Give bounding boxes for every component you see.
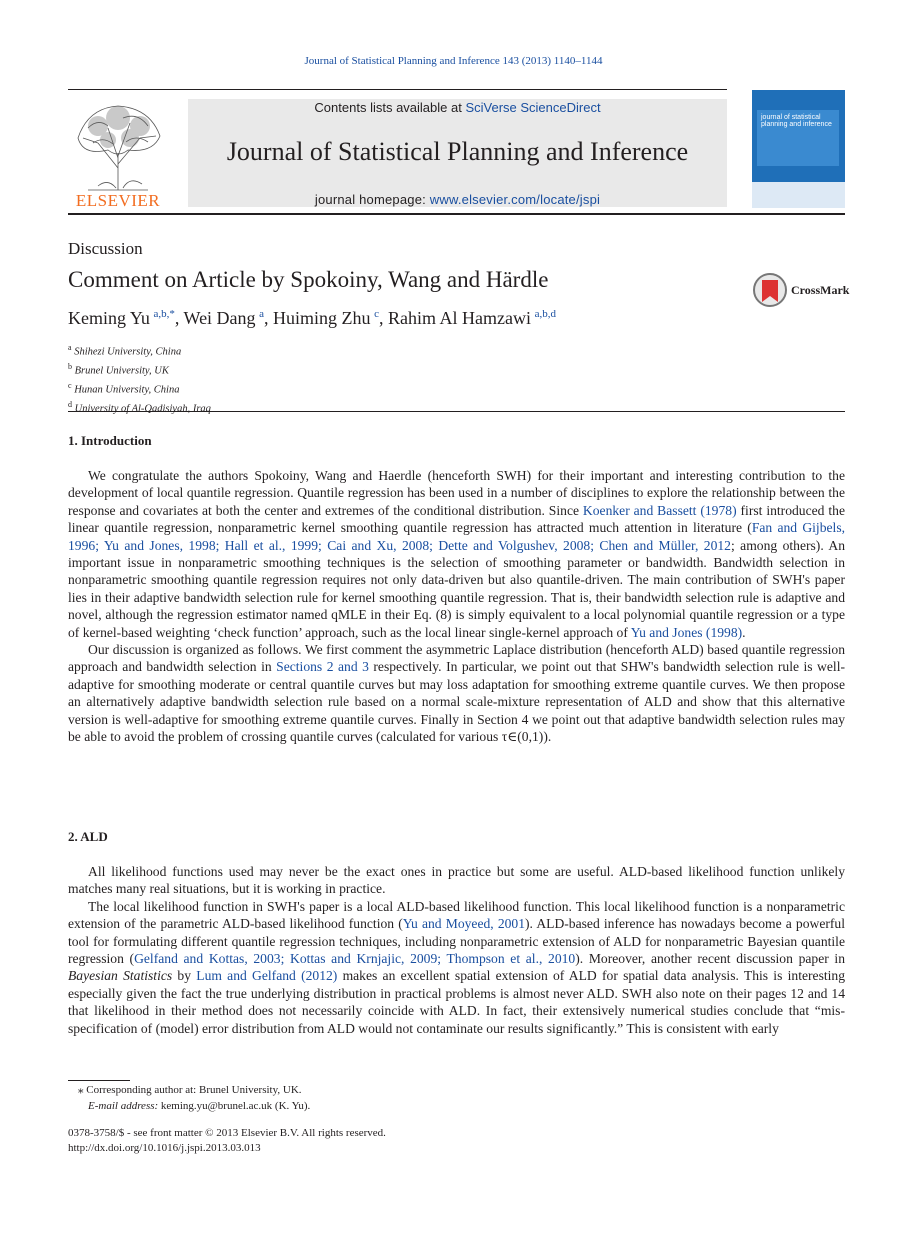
text-run: first introduced the linear quantile regression, nonparametric kernel smoothing quantile regression has attracted much attention in literature ( [68,502,845,536]
affiliation-item [68,379,211,398]
author-name[interactable]: Wei Dang [183,308,256,328]
email-address[interactable]: keming.yu@brunel.ac.uk (K. Yu). [160,1099,311,1112]
text-run: makes an excellent spatial extension of ALD for spatial data analysis. This is interesting especially given the fact the true underlying distribution in practical problems is almost never ALD. SWH also note on their pages 12 and 14 that likelihood in their method does not necessarily coincide with ALD. In fact, their extensively numerical studies conclude that “mis-specification of (model) error distribution from ALD would not contaminate our results significantly.” This is consistent with early [68,968,846,1036]
affiliation-list [68,341,211,417]
journal-reference[interactable]: Journal of Statistical Planning and Inference 143 (2013) 1140–1144 [304,55,603,67]
ald-body [68,863,845,1037]
article-title: Comment on Article by Spokoiny, Wang and Härdle [68,267,549,292]
citation-link[interactable]: Yu and Moyeed, 2001 [402,916,526,932]
corresponding-author-note [68,1083,310,1099]
affiliation-marker: c [68,381,72,390]
homepage-line [188,192,727,207]
section-link[interactable]: Sections 2 and 3 [276,659,369,675]
asterisk-marker: ⁎ [78,1084,84,1096]
affiliation-marker: a [68,343,72,352]
affiliation-text: University of Al-Qadisiyah, Iraq [74,403,211,415]
affiliation-rule [68,411,845,412]
math-expression: τ∈(0,1) [501,729,544,745]
copyright-line: 0378-3758/$ - see front matter © 2013 Elsevier B.V. All rights reserved. [68,1127,386,1139]
crossmark-label[interactable]: CrossMark [791,283,850,297]
email-label: E-mail address: [88,1099,159,1112]
introduction-body [68,467,845,746]
header-rule [68,213,845,215]
cover-title: journal of statistical planning and inference [761,114,832,128]
author-affiliation-ref[interactable]: c [374,308,380,320]
publisher-name: ELSEVIER [75,191,161,210]
corresponding-text: Corresponding author at: Brunel University, UK. [86,1084,302,1096]
paragraph [68,467,845,641]
email-note [68,1099,310,1115]
author-name[interactable]: Huiming Zhu [273,308,371,328]
journal-cover [752,90,845,208]
citation-link[interactable]: Fan and Gijbels, 1996; Yu and Jones, 1998; Hall et al., 1999; Cai and Xu, 2008; Dette and Volgushev, 2008; Chen and Müller, 2012 [68,520,846,553]
text-run: ). Moreover, another recent discussion paper in [575,951,845,967]
affiliation-text: Hunan University, China [74,384,180,396]
author-affiliation-ref[interactable]: a [259,308,265,320]
crossmark-icon [752,272,788,308]
text-run: We congratulate the authors Spokoiny, Wang and Haerdle (henceforth SWH) for their important and interesting contribution to the development of local quantile regression. Quantile regression has been used in a number of disciplines to explore the relationship between the response and covariates at both the center and extremes of the conditional distribution. Since [68,468,845,518]
affiliation-item [68,398,211,417]
journal-title: Journal of Statistical Planning and Inference [226,137,689,166]
affiliation-marker: d [68,400,72,409]
homepage-prefix: journal homepage: [314,192,430,207]
text-run: The local likelihood function in SWH's paper is a local ALD-based likelihood function. This local likelihood function is a nonparametric extension of the parametric ALD-based likelihood function ( [68,898,845,932]
text-run: respectively. In particular, we point out that SHW's bandwidth selection rule is well-adaptive for smoothing moderate or central quantile curves but may loss adaptation for smoothing extreme quantile curves. We then propose an alternatively adaptive bandwidth selection rule based on a normal scale-mixture representation of ALD and show that this alternative version is well-adaptive for smoothing extreme quantile curves. Finally in Section 4 we point out that adaptive bandwidth selection rules may be able to avoid the problem of crossing quantile curves (calculated for various [68,659,845,745]
affiliation-text: Brunel University, UK [74,365,169,377]
affiliation-text: Shihezi University, China [74,346,182,358]
author-name[interactable]: Keming Yu [68,308,150,328]
paragraph: All likelihood functions used may never be the exact ones in practice but some are useful. ALD-based likelihood function unlikely matches many real situations, but it is working in practice. [68,864,845,897]
top-rule [68,89,727,90]
citation-link[interactable]: Koenker and Bassett (1978) [582,502,737,518]
citation-link[interactable]: Gelfand and Kottas, 2003; Kottas and Krnjajic, 2009; Thompson et al., 2010 [134,951,576,967]
page-footer [68,1126,386,1156]
sciencedirect-link[interactable]: SciVerse ScienceDirect [465,100,601,115]
affiliation-item [68,341,211,360]
affiliation-marker: b [68,362,72,371]
paragraph [68,641,845,745]
citation-link[interactable]: Yu and Jones (1998) [630,624,743,640]
author-affiliation-ref[interactable]: a,b,* [153,308,175,320]
citation-link[interactable]: Lum and Gelfand (2012) [196,968,338,984]
text-run: ). ALD-based inference has nowadays become a powerful tool for formulating different quantile regression techniques, including nonparametric extension of ALD for nonparametric Bayesian quantile regression ( [68,916,845,967]
footnote [68,1083,310,1114]
author-list: Keming Yu $^{a,b,*}$, Wei Dang $^a$, Huiming Zhu $^c$, Rahim Al Hamzawi $^{a,b,d}$ [68,308,557,328]
section-heading-ald: 2. ALD [68,829,108,844]
footnote-rule [68,1080,130,1081]
author-affiliation-ref[interactable]: a,b,d [534,308,557,320]
text-run: Our discussion is organized as follows. We first comment the asymmetric Laplace distribution (henceforth ALD) based quantile regression approach and bandwidth selection in [68,642,845,675]
section-heading-introduction: 1. Introduction [68,433,152,448]
text-run: by [172,968,197,984]
article-type: Discussion [68,239,143,258]
contents-line [188,100,727,115]
author-name[interactable]: Rahim Al Hamzawi [388,308,532,328]
journal-name: Bayesian Statistics [68,968,173,984]
affiliation-item [68,360,211,379]
doi-link[interactable]: http://dx.doi.org/10.1016/j.jspi.2013.03.013 [68,1142,261,1154]
elsevier-logo [68,98,168,210]
contents-prefix: Contents lists available at [314,100,466,115]
text-run: ). [543,729,552,745]
cover-footer [752,182,845,208]
text-run: ; among others). An important issue in nonparametric smoothing techniques is the selection of smoothing parameter or bandwidth. Bandwidth selection in nonparametric smoothing quantile regression requires not only data-driven but also quantile-driven. The main contribution of SWH's paper lies in their adaptive bandwidth selection rule for kernel smoothing quantile regression. That is, their bandwidth selection rule is adaptive and novel, although the regression estimator named qMLE in their Eq. (8) is simply equivalent to a local polynomial quantile regression or a type of kernel-based weighting ‘check function’ approach, such as the local linear single-kernel approach of [68,537,845,640]
homepage-link[interactable]: www.elsevier.com/locate/jspi [429,192,601,207]
paragraph [68,898,845,1037]
text-run: . [742,624,746,640]
